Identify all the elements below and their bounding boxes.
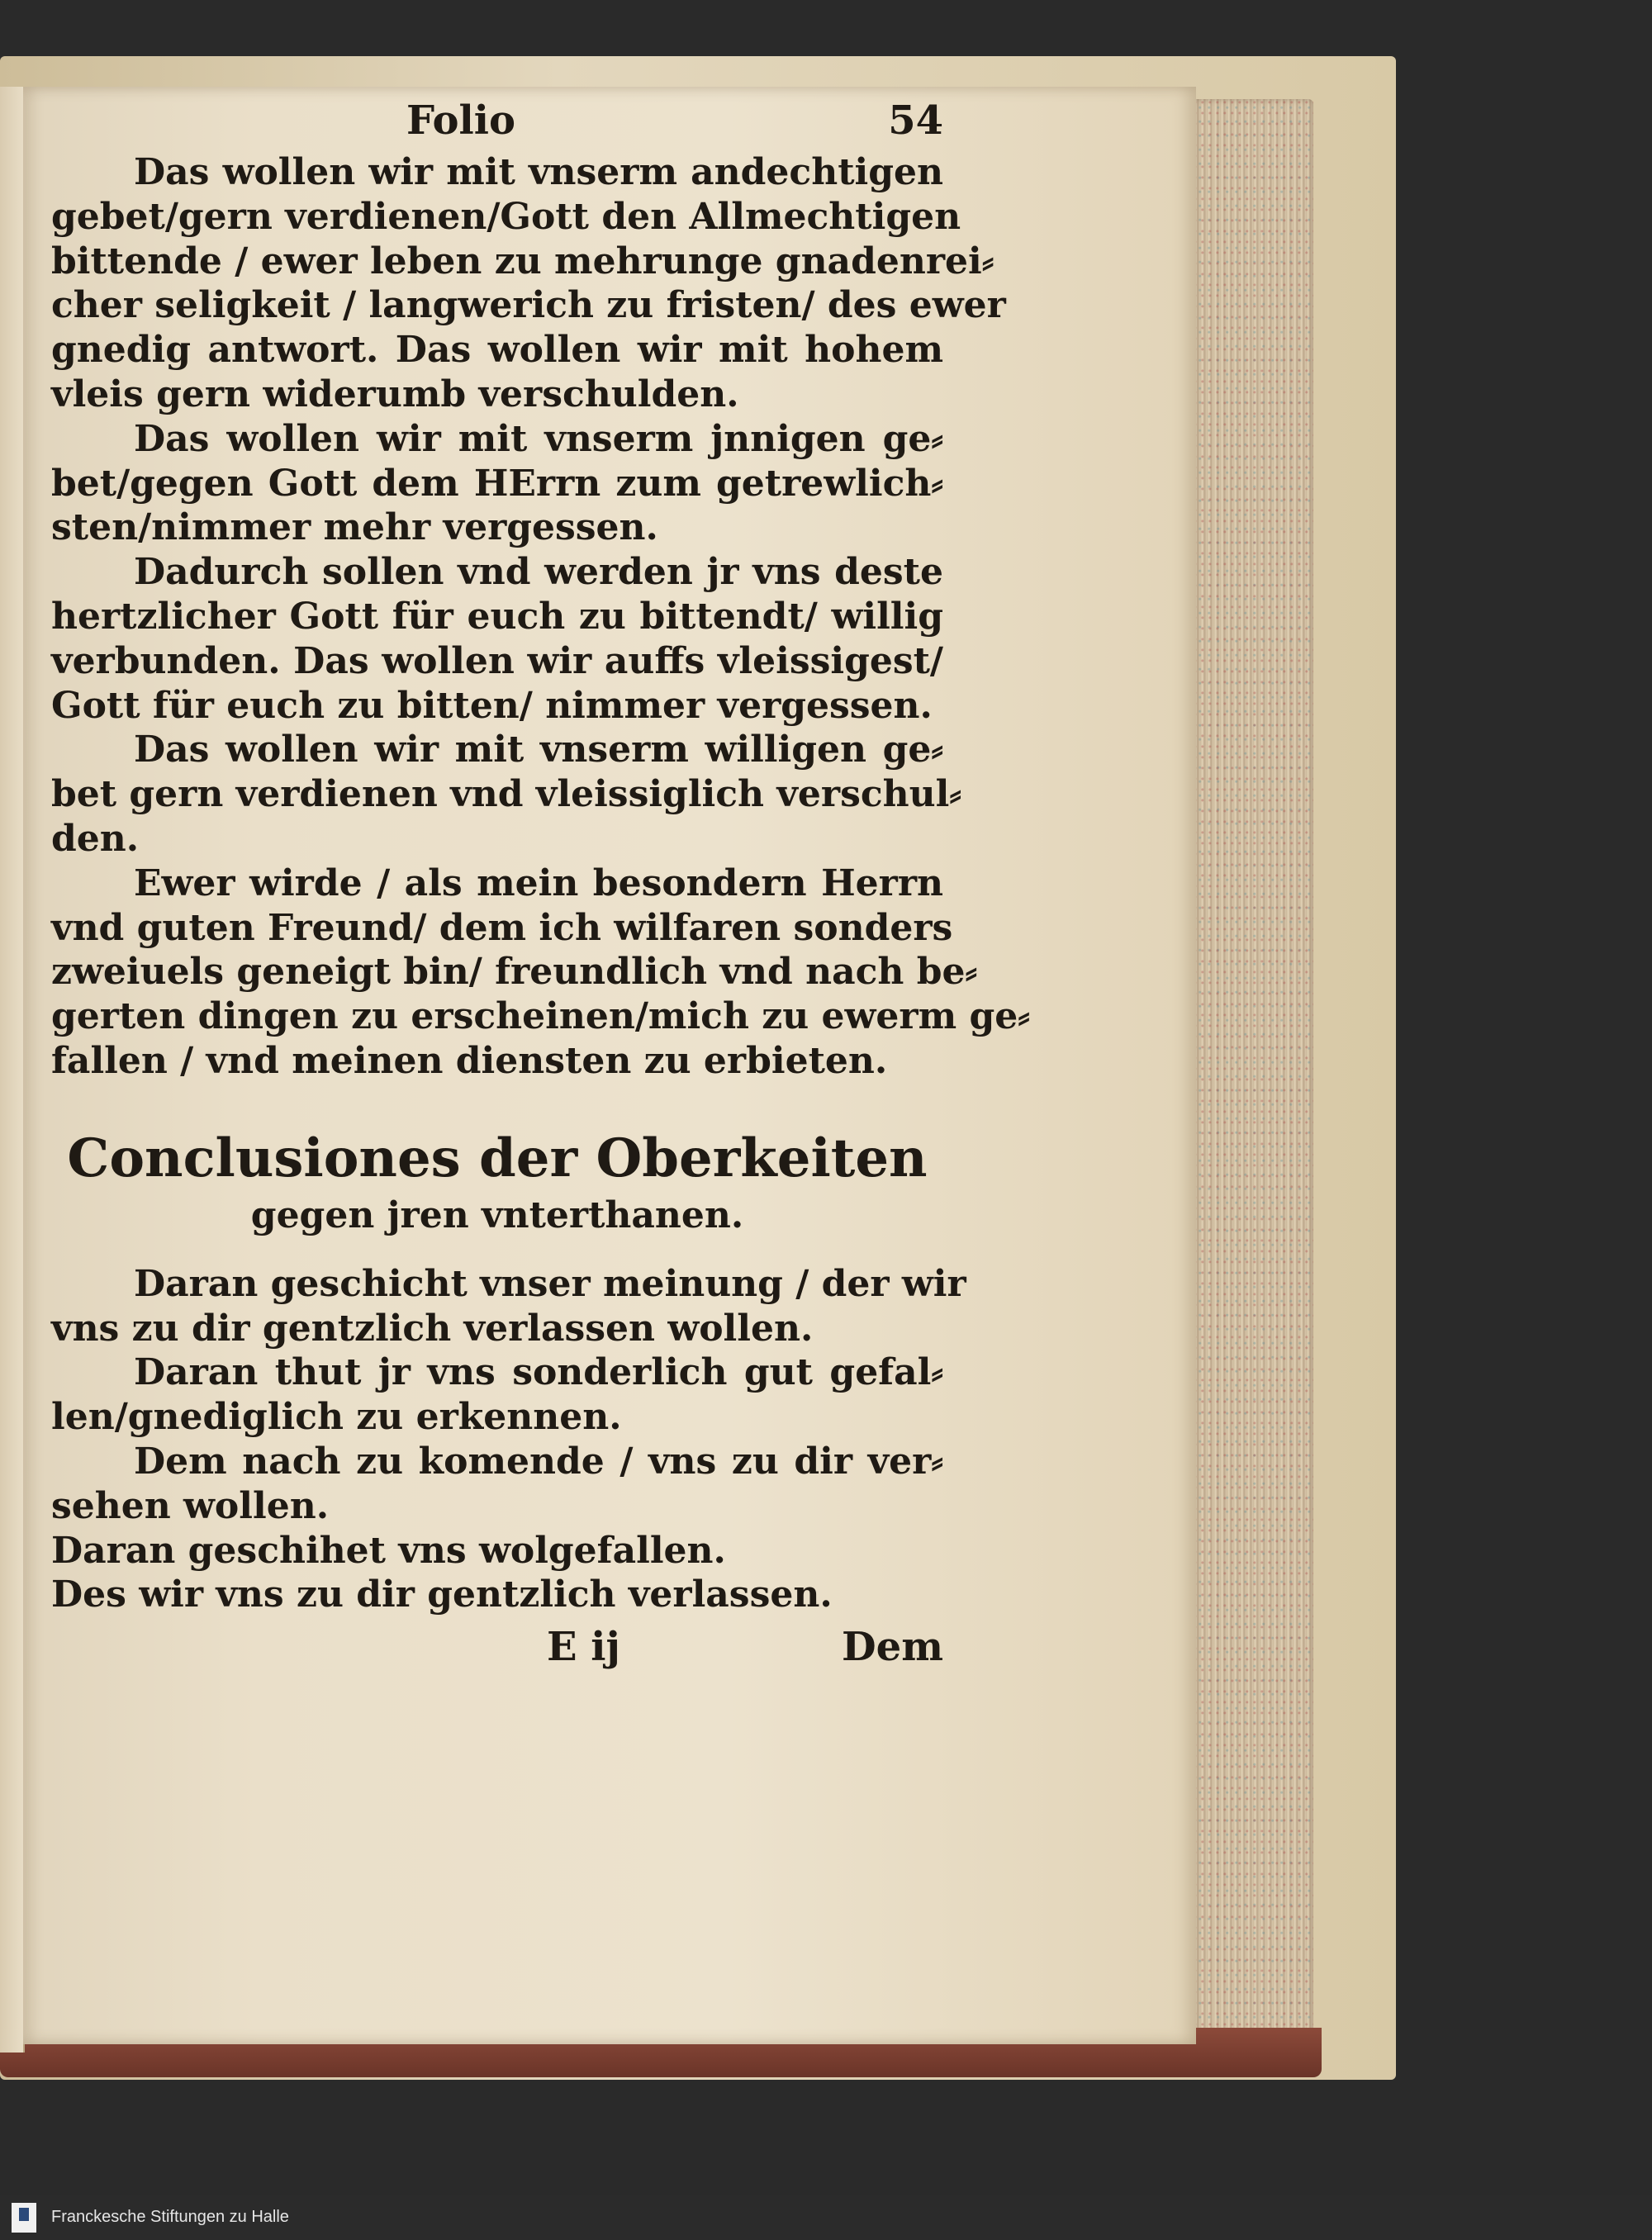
catchline (51, 1624, 943, 1673)
text-line: Das wollen wir mit vnserm jnnigen ge⸗ (134, 417, 943, 460)
text-line: cher seligkeit / langwerich zu fristen/ des ewer (51, 284, 1006, 327)
text-line: len/gnediglich zu erkennen. (51, 1396, 622, 1439)
institution-logo-icon (12, 2203, 36, 2233)
text-line: bittende / ewer leben zu mehrunge gnadenrei⸗ (51, 240, 995, 282)
text-line: Gott für euch zu bitten/ nimmer vergessen. (51, 684, 933, 727)
text-line: Des wir vns zu dir gentzlich verlassen. (51, 1573, 833, 1616)
text-line: fallen / vnd meinen diensten zu erbieten. (51, 1039, 888, 1082)
text-line: Das wollen wir mit vnserm andechtigen (134, 151, 943, 193)
text-line: Dem nach zu komende / vns zu dir ver⸗ (134, 1440, 943, 1483)
conclusion (51, 1440, 943, 1529)
text-line: vnd guten Freund/ dem ich wilfaren sonders (51, 906, 953, 949)
previous-page-edge (0, 87, 25, 2053)
paragraph (51, 861, 1030, 1084)
text-line: sten/nimmer mehr vergessen. (51, 506, 658, 549)
text-line: Daran thut jr vns sonderlich gut gefal⸗ (134, 1351, 943, 1394)
conclusion-paragraphs (51, 1262, 966, 1617)
text-line: den. (51, 817, 140, 860)
catchword: Dem (842, 1624, 943, 1671)
text-line: zweiuels geneigt bin/ freundlich vnd nach be⸗ (51, 951, 978, 994)
text-line: hertzlicher Gott für euch zu bittendt/ willig (51, 595, 943, 638)
conclusion (51, 1350, 943, 1440)
text-line: verbunden. Das wollen wir auffs vleissigest/ (51, 639, 943, 682)
text-line: gerten dingen zu erscheinen/mich zu ewerm ge⸗ (51, 995, 1030, 1038)
institution-name: Franckesche Stiftungen zu Halle (51, 2208, 289, 2226)
edge-speckle (1194, 99, 1313, 2065)
text-line: gnedig antwort. Das wollen wir mit hohem (51, 329, 943, 372)
page-text (51, 97, 1030, 1673)
text-line: Daran geschihet vns wolgefallen. (51, 1529, 726, 1572)
paragraph (51, 417, 943, 550)
text-line: bet/gegen Gott dem HErrn zum getrewlich⸗ (51, 462, 943, 505)
page-header (51, 97, 943, 150)
text-line: vns zu dir gentzlich verlassen wollen. (51, 1307, 814, 1350)
text-line: gebet/gern verdienen/Gott den Allmechtigen (51, 195, 961, 238)
text-line: Ewer wirde / als mein besondern Herrn (134, 861, 943, 904)
text-line: bet gern verdienen vnd vleissiglich verschul⸗ (51, 773, 961, 816)
signature-mark: E ij (547, 1624, 620, 1671)
text-line: Das wollen wir mit vnserm willigen ge⸗ (134, 728, 943, 771)
text-line: sehen wollen. (51, 1484, 330, 1527)
paragraph (51, 150, 1006, 417)
conclusion (51, 1573, 943, 1617)
viewer-footer (0, 2195, 1652, 2240)
section-subheading: gegen jren vnterthanen. (250, 1194, 744, 1236)
text-line: Daran geschicht vnser meinung / der wir (134, 1262, 966, 1305)
paragraph (51, 728, 961, 861)
conclusion (51, 1262, 966, 1351)
section-heading: Conclusiones der Oberkeiten (67, 1127, 928, 1189)
paragraph (51, 550, 943, 728)
folio-number: 54 (888, 97, 943, 144)
text-line: Dadurch sollen vnd werden jr vns deste (134, 551, 943, 594)
page-edges (1194, 99, 1313, 2065)
text-line: vleis gern widerumb verschulden. (51, 373, 739, 415)
folio-label: Folio (406, 97, 515, 144)
conclusion (51, 1529, 943, 1573)
body-paragraphs (51, 150, 1030, 1084)
